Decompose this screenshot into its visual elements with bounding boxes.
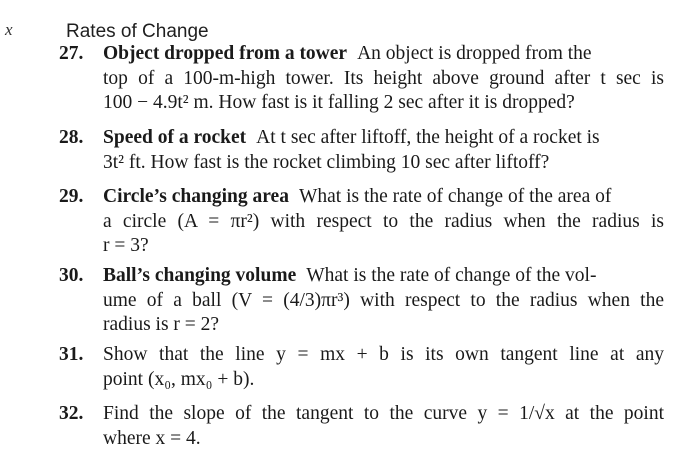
problem-number: 28. xyxy=(59,127,84,148)
problem-32 xyxy=(59,402,664,451)
problem-number: 27. xyxy=(59,43,84,64)
problem-line xyxy=(103,264,664,289)
problem-number: 29. xyxy=(59,186,84,207)
problem-line: r = 3? xyxy=(103,235,149,257)
problem-line: point (x₀, mx₀ + b). xyxy=(103,368,255,390)
problem-line: 100 − 4.9t² m. How fast is it falling 2 sec after it is dropped? xyxy=(103,92,575,114)
problem-30 xyxy=(59,264,664,338)
problem-number: 30. xyxy=(59,265,84,286)
section-title: Rates of Change xyxy=(66,21,209,42)
problem-line: where x = 4. xyxy=(103,427,201,449)
problem-29 xyxy=(59,185,664,259)
problem-line xyxy=(103,42,664,67)
problem-line: Show that the line y = mx + b is its own tangent line at any xyxy=(103,344,664,365)
problem-title: Speed of a rocket xyxy=(103,127,247,148)
problem-title: Ball’s changing volume xyxy=(103,265,297,286)
problem-title: Object dropped from a tower xyxy=(103,43,348,64)
problem-line: ume of a ball (V = (4/3)πr³) with respect to the radius when the xyxy=(103,289,664,311)
problem-line xyxy=(103,126,664,151)
problem-text: At t sec after liftoff, the height of a rocket is xyxy=(256,127,600,148)
problem-line: a circle (A = πr²) with respect to the radius when the radius is xyxy=(103,210,664,232)
problem-27 xyxy=(59,42,664,116)
problem-28 xyxy=(59,126,664,175)
problem-31 xyxy=(59,343,664,392)
problem-line: 3t² ft. How fast is the rocket climbing 10 sec after liftoff? xyxy=(103,151,550,173)
problem-line xyxy=(103,185,664,210)
page-edge-mark: x xyxy=(5,20,13,39)
problem-title: Circle’s changing area xyxy=(103,186,289,207)
problem-line: radius is r = 2? xyxy=(103,314,220,336)
problem-text: What is the rate of change of the vol- xyxy=(306,265,597,286)
problem-number: 31. xyxy=(59,344,84,365)
problem-text: An object is dropped from the xyxy=(357,43,592,64)
problem-number: 32. xyxy=(59,403,84,424)
problem-line: top of a 100-m-high tower. Its height above ground after t sec is xyxy=(103,67,664,89)
problem-line: Find the slope of the tangent to the curve y = 1/√x at the point xyxy=(103,403,664,424)
problem-text: What is the rate of change of the area of xyxy=(298,186,612,207)
